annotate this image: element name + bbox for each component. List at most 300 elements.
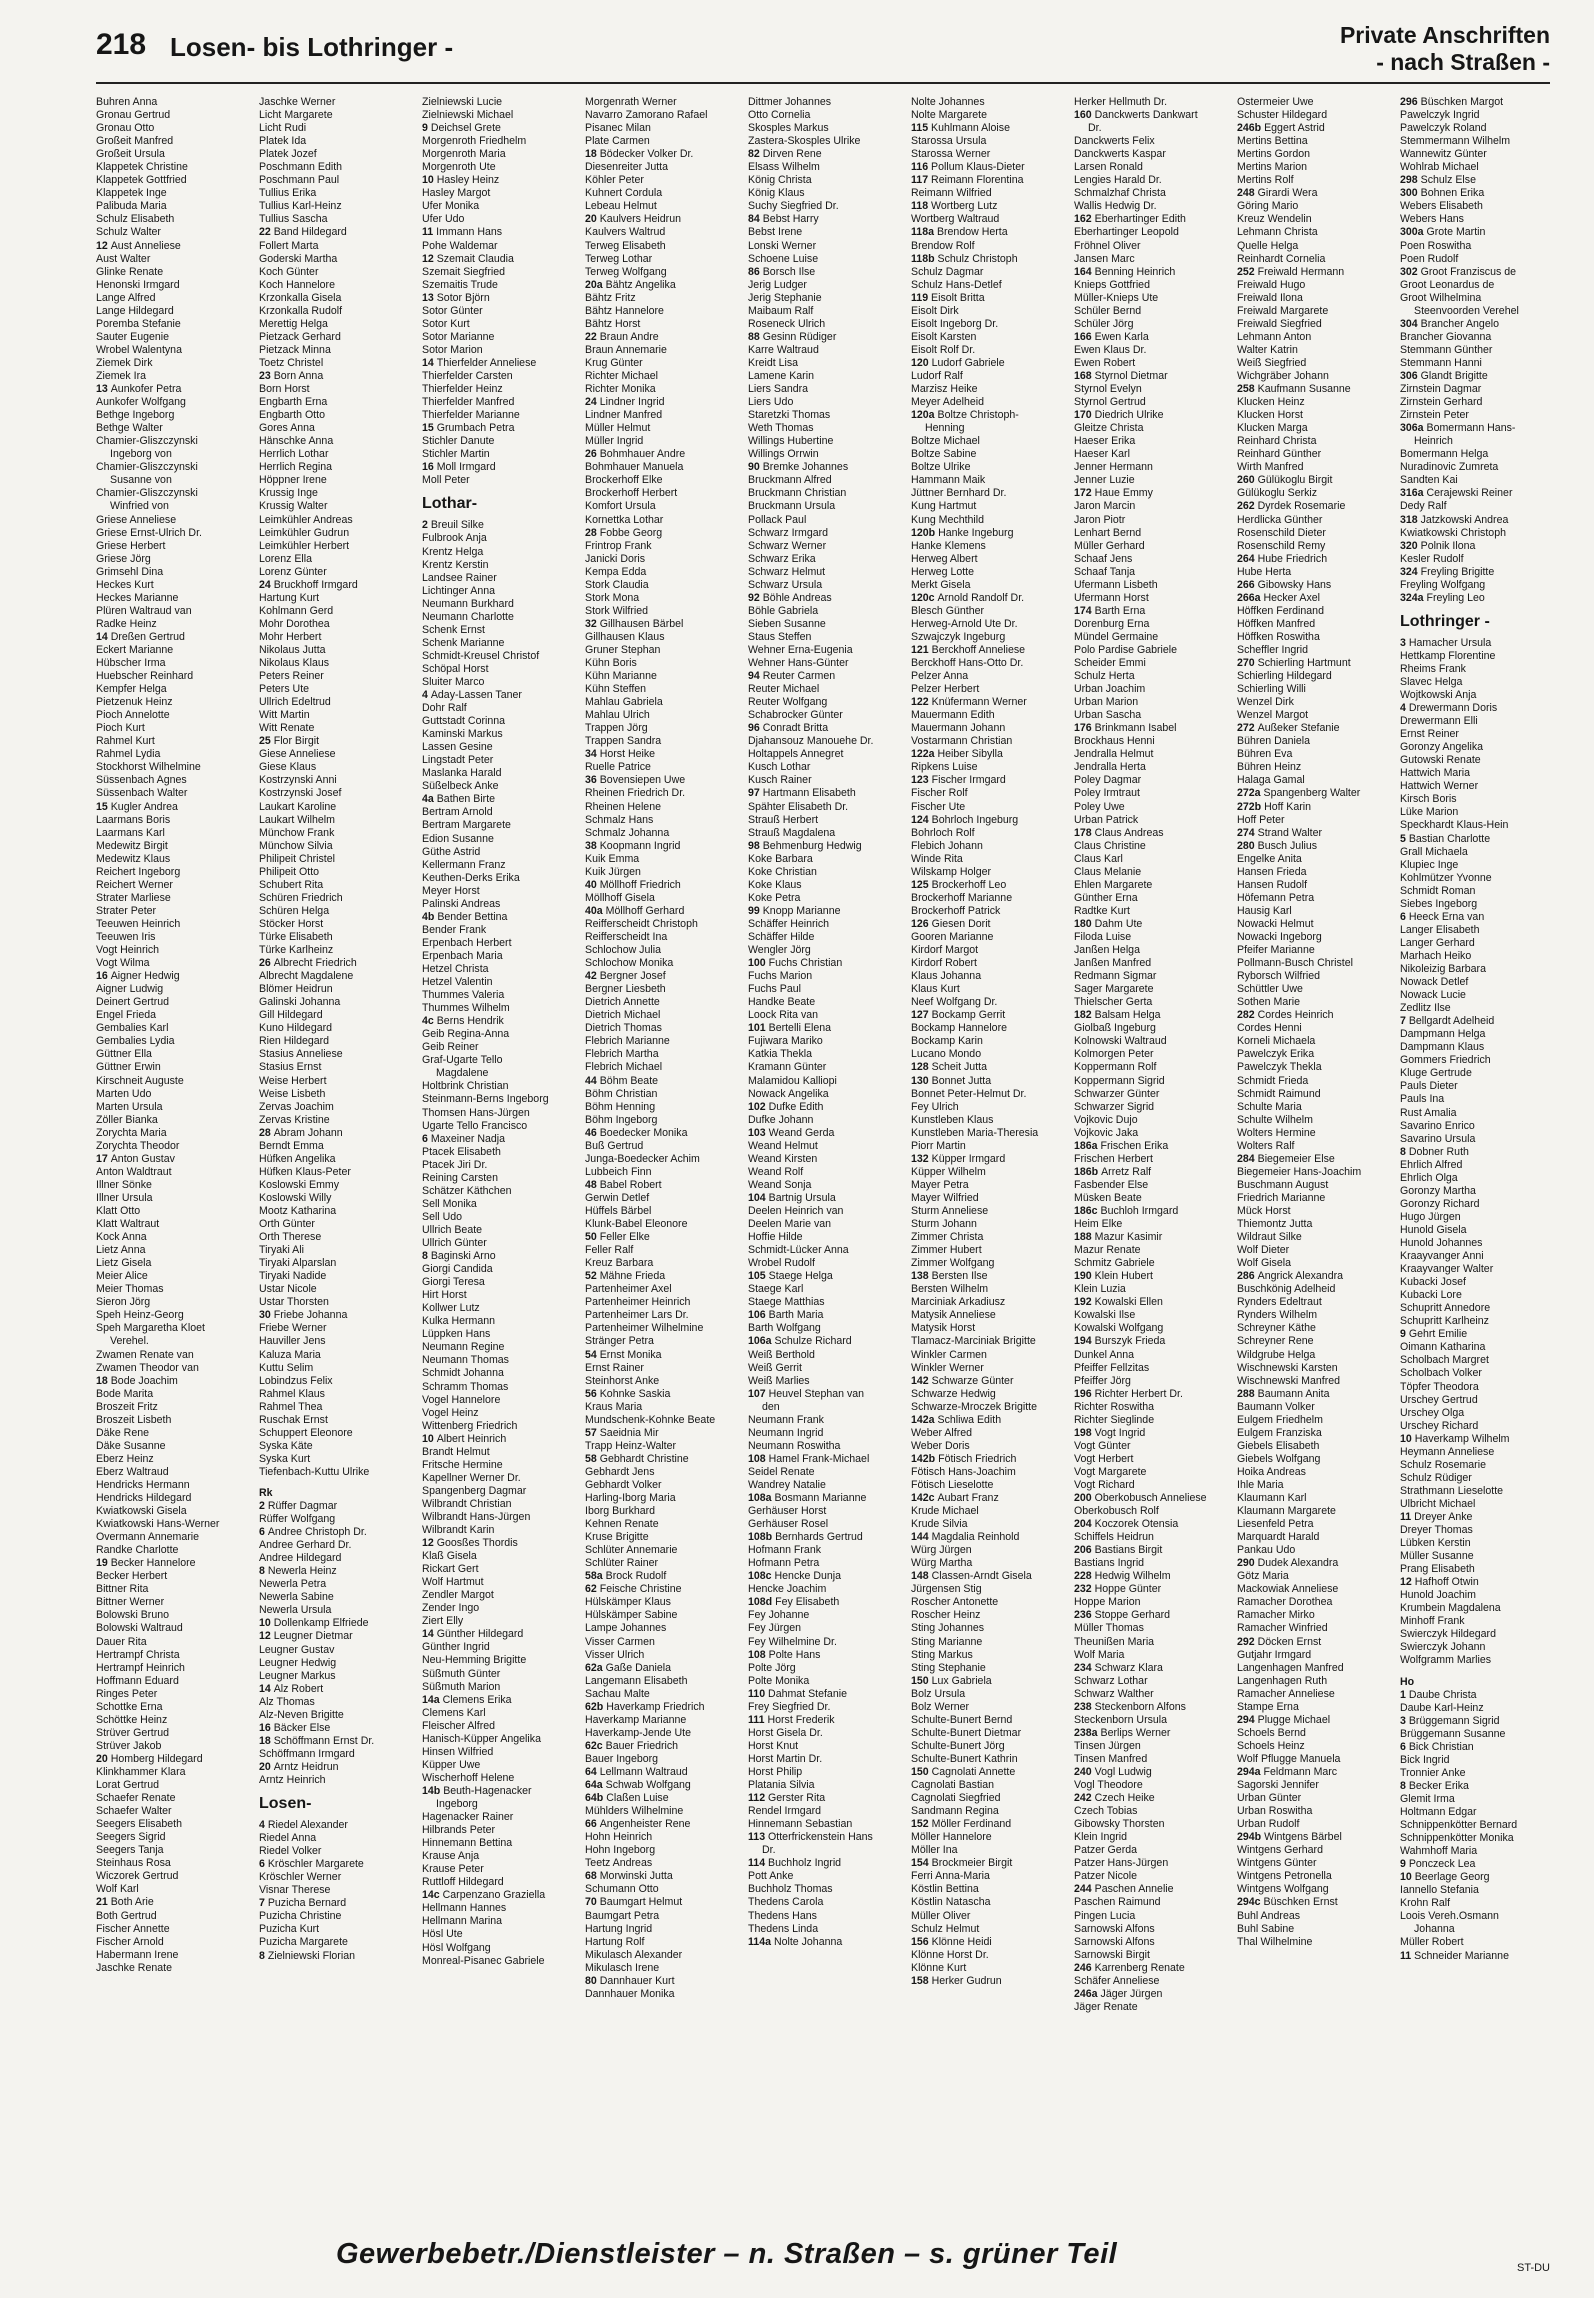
directory-entry bbox=[1237, 1923, 1397, 1936]
directory-entry bbox=[1400, 422, 1550, 435]
directory-column bbox=[1074, 96, 1237, 2226]
directory-entry bbox=[422, 1759, 582, 1772]
resident-name: Dahmat Stefanie bbox=[768, 1687, 847, 1700]
directory-entry bbox=[1074, 461, 1234, 474]
directory-entry bbox=[1237, 1231, 1397, 1244]
directory-entry bbox=[96, 292, 256, 305]
resident-name: Kowalski Wolfgang bbox=[1074, 1322, 1164, 1335]
resident-name: Bastians Birgit bbox=[1094, 1544, 1163, 1557]
resident-name: Ruttloff Hildegard bbox=[422, 1876, 504, 1889]
directory-entry bbox=[1400, 872, 1550, 885]
resident-name: Schupritt Karlheinz bbox=[1400, 1315, 1489, 1328]
directory-entry bbox=[1400, 806, 1550, 819]
resident-name: Kung Mechthild bbox=[911, 513, 985, 526]
resident-name: Wallis Hedwig Dr. bbox=[1074, 200, 1157, 213]
directory-entry bbox=[1400, 1446, 1550, 1459]
resident-name: Klupiec Inge bbox=[1400, 858, 1459, 871]
directory-entry bbox=[259, 461, 419, 474]
resident-name: Richter Roswitha bbox=[1074, 1400, 1155, 1413]
directory-entry bbox=[585, 1375, 745, 1388]
directory-entry bbox=[1074, 1896, 1234, 1909]
directory-entry bbox=[422, 1694, 582, 1707]
resident-name: Moll Irmgard bbox=[436, 461, 496, 474]
resident-name: Fey Elisabeth bbox=[775, 1596, 840, 1609]
resident-name: Pollum Klaus-Dieter bbox=[931, 161, 1025, 174]
resident-name: Nowacki Ingeborg bbox=[1237, 931, 1322, 943]
resident-name: Horst Knut bbox=[748, 1739, 799, 1752]
house-number: 119 bbox=[911, 291, 932, 304]
directory-entry bbox=[585, 422, 745, 435]
resident-name: Krentz Kerstin bbox=[422, 558, 489, 571]
resident-name: Both Gertrud bbox=[96, 1909, 157, 1922]
directory-entry bbox=[1074, 213, 1234, 226]
directory-entry bbox=[422, 200, 582, 213]
resident-name: Berckhoff Anneliese bbox=[931, 643, 1026, 656]
house-number: 192 bbox=[1074, 1296, 1095, 1309]
directory-entry bbox=[1237, 1583, 1397, 1596]
house-number: 26 bbox=[585, 448, 600, 461]
resident-name: Kellermann Franz bbox=[422, 858, 506, 871]
house-number: 22 bbox=[585, 330, 600, 343]
house-number: 288 bbox=[1237, 1387, 1258, 1400]
house-number: 38 bbox=[585, 839, 600, 852]
resident-name: Szemait Siegfried bbox=[422, 265, 506, 278]
resident-name: Thummes Wilhelm bbox=[422, 1002, 510, 1015]
directory-entry bbox=[259, 1075, 419, 1088]
resident-name: Mikulasch Alexander bbox=[585, 1948, 683, 1961]
resident-name: Griese Jörg bbox=[96, 552, 151, 565]
directory-entry bbox=[748, 814, 908, 827]
resident-name: Huebscher Reinhard bbox=[96, 670, 194, 683]
directory-entry bbox=[259, 396, 419, 409]
house-number: 10 bbox=[422, 1432, 437, 1445]
resident-name: Schwarzer Günter bbox=[1074, 1087, 1160, 1100]
directory-entry bbox=[911, 1244, 1071, 1257]
resident-name: Zendler Margot bbox=[422, 1589, 494, 1602]
resident-name: Lübken Kerstin bbox=[1400, 1537, 1471, 1550]
resident-name: Glinke Renate bbox=[96, 265, 164, 278]
directory-entry bbox=[1237, 122, 1397, 135]
directory-entry bbox=[911, 305, 1071, 318]
house-number: 6 bbox=[422, 1132, 431, 1145]
resident-name: Ruelle Patrice bbox=[585, 761, 651, 774]
directory-entry bbox=[911, 1831, 1071, 1844]
resident-name: Wenzel Margot bbox=[1237, 709, 1309, 722]
directory-entry bbox=[96, 722, 256, 735]
house-number: 4c bbox=[422, 1015, 437, 1028]
directory-entry bbox=[422, 611, 582, 624]
resident-name: Hoppe Günter bbox=[1094, 1583, 1162, 1596]
directory-entry bbox=[1237, 1818, 1397, 1831]
directory-entry bbox=[259, 422, 419, 435]
resident-name: Schierling Willi bbox=[1237, 683, 1306, 696]
resident-name: Gülükoglu Birgit bbox=[1257, 474, 1333, 487]
resident-name: Wischnewski Manfred bbox=[1237, 1374, 1341, 1387]
directory-entry bbox=[1074, 1140, 1234, 1153]
resident-name: Langemann Elisabeth bbox=[585, 1674, 688, 1687]
directory-entry bbox=[422, 598, 582, 611]
resident-name: Eberhartinger Edith bbox=[1094, 213, 1186, 226]
resident-name: Ramacher Dorothea bbox=[1237, 1596, 1333, 1609]
resident-name: Kowalski Ellen bbox=[1094, 1296, 1163, 1309]
resident-name: Angrick Alexandra bbox=[1257, 1270, 1344, 1283]
directory-entry bbox=[1237, 1466, 1397, 1479]
resident-name: Hoika Andreas bbox=[1237, 1465, 1306, 1478]
directory-entry bbox=[422, 1772, 582, 1785]
resident-name: Steenvoorden Verehel bbox=[1414, 304, 1519, 317]
directory-entry bbox=[1237, 396, 1397, 409]
directory-entry bbox=[422, 1550, 582, 1563]
resident-name: Marzisz Heike bbox=[911, 383, 978, 396]
directory-entry bbox=[1237, 213, 1397, 226]
directory-entry bbox=[422, 898, 582, 911]
directory-entry bbox=[1074, 1166, 1234, 1179]
resident-name: Fötisch Lieselotte bbox=[911, 1478, 994, 1491]
directory-entry bbox=[259, 253, 419, 266]
directory-entry bbox=[259, 840, 419, 853]
directory-entry bbox=[585, 1166, 745, 1179]
directory-entry bbox=[748, 1257, 908, 1270]
resident-name: Tullius Sascha bbox=[259, 213, 328, 226]
resident-name: Gronau Gertrud bbox=[96, 109, 171, 122]
directory-entry bbox=[422, 1146, 582, 1159]
directory-entry bbox=[748, 305, 908, 318]
resident-name: Ullrich Beate bbox=[422, 1223, 483, 1236]
resident-name: Aubart Franz bbox=[937, 1492, 999, 1505]
resident-name: Freiwald Hugo bbox=[1237, 278, 1306, 291]
directory-entry bbox=[1237, 1283, 1397, 1296]
directory-entry bbox=[911, 1636, 1071, 1649]
directory-entry bbox=[1237, 448, 1397, 461]
directory-entry bbox=[911, 161, 1071, 174]
directory-entry bbox=[1400, 122, 1550, 135]
directory-entry bbox=[96, 1101, 256, 1114]
resident-name: Kruse Brigitte bbox=[585, 1531, 649, 1544]
directory-entry bbox=[1074, 370, 1234, 383]
resident-name: Köhler Peter bbox=[585, 174, 644, 187]
resident-name: Maibaum Ralf bbox=[748, 304, 814, 317]
resident-name: Iborg Burkhard bbox=[585, 1505, 656, 1518]
directory-entry bbox=[1074, 109, 1234, 122]
resident-name: Licht Margarete bbox=[259, 109, 333, 122]
resident-name: Hetzel Valentin bbox=[422, 976, 493, 989]
directory-entry bbox=[585, 292, 745, 305]
resident-name: Brockmeier Birgit bbox=[931, 1857, 1013, 1870]
directory-entry bbox=[1237, 96, 1397, 109]
directory-entry bbox=[585, 1349, 745, 1362]
house-number: 34 bbox=[585, 748, 600, 761]
house-number: 290 bbox=[1237, 1557, 1258, 1570]
resident-name: Horst Heike bbox=[599, 748, 656, 761]
directory-entry bbox=[96, 1727, 256, 1740]
directory-entry bbox=[422, 1524, 582, 1537]
resident-name: Seidel Renate bbox=[748, 1465, 815, 1478]
house-number: 176 bbox=[1074, 722, 1095, 735]
resident-name: Heckes Kurt bbox=[96, 578, 154, 591]
house-number: 142 bbox=[911, 1374, 932, 1387]
directory-entry bbox=[259, 944, 419, 957]
directory-entry bbox=[585, 1505, 745, 1518]
directory-entry bbox=[259, 292, 419, 305]
resident-name: Mahlau Ulrich bbox=[585, 709, 650, 722]
resident-name: Stork Wilfried bbox=[585, 604, 648, 617]
directory-entry bbox=[1074, 1322, 1234, 1335]
directory-entry bbox=[1237, 1388, 1397, 1401]
resident-name: Mertins Bettina bbox=[1237, 135, 1308, 148]
directory-entry bbox=[422, 1041, 582, 1054]
directory-entry bbox=[96, 1857, 256, 1870]
resident-name: Terweg Wolfgang bbox=[585, 265, 667, 278]
resident-name: Quelle Helga bbox=[1237, 239, 1299, 252]
resident-name: Strauß Magdalena bbox=[748, 826, 836, 839]
resident-name: Sotor Kurt bbox=[422, 317, 470, 330]
directory-entry bbox=[259, 1526, 419, 1539]
resident-name: Lampe Johannes bbox=[585, 1622, 667, 1635]
resident-name: Reimann Wilfried bbox=[911, 187, 992, 200]
resident-name: Blömer Heidrun bbox=[259, 983, 333, 996]
directory-entry bbox=[911, 1048, 1071, 1061]
directory-entry bbox=[911, 853, 1071, 866]
resident-name: Herweg-Arnold Ute Dr. bbox=[911, 617, 1018, 630]
house-number: 32 bbox=[585, 617, 600, 630]
house-number: 186c bbox=[1074, 1204, 1101, 1217]
directory-entry bbox=[1074, 1101, 1234, 1114]
directory-entry bbox=[1237, 1179, 1397, 1192]
resident-name: Lange Hildegard bbox=[96, 304, 174, 317]
directory-entry bbox=[1400, 1133, 1550, 1146]
resident-name: Außeker Stefanie bbox=[1257, 722, 1340, 735]
directory-entry bbox=[911, 1949, 1071, 1962]
directory-entry bbox=[911, 396, 1071, 409]
directory-entry bbox=[422, 1498, 582, 1511]
directory-entry bbox=[259, 1819, 419, 1832]
house-number: 318 bbox=[1400, 513, 1421, 526]
house-number: 106a bbox=[748, 1335, 775, 1348]
directory-entry bbox=[585, 1218, 745, 1231]
directory-entry bbox=[1074, 1153, 1234, 1166]
directory-entry bbox=[1074, 344, 1234, 357]
resident-name: Wehner Hans-Günter bbox=[748, 657, 849, 670]
resident-name: Schreyner Käthe bbox=[1237, 1322, 1316, 1335]
house-number: 10 bbox=[422, 174, 437, 187]
directory-entry bbox=[1400, 728, 1550, 741]
house-number: 188 bbox=[1074, 1231, 1095, 1244]
directory-entry bbox=[748, 1622, 908, 1635]
resident-name: Däke Rene bbox=[96, 1426, 149, 1439]
resident-name: Bühren Eva bbox=[1237, 748, 1293, 761]
resident-name: Schwarz Werner bbox=[748, 539, 827, 552]
resident-name: Gores Anna bbox=[259, 422, 315, 435]
house-number: 144 bbox=[911, 1531, 932, 1544]
resident-name: Kesler Rudolf bbox=[1400, 552, 1464, 565]
resident-name: Trapp Heinz-Walter bbox=[585, 1439, 677, 1452]
resident-name: Hamacher Ursula bbox=[1408, 636, 1492, 649]
directory-entry bbox=[422, 1576, 582, 1589]
house-number: 6 bbox=[259, 1526, 268, 1539]
directory-entry bbox=[1400, 767, 1550, 780]
resident-name: Gutowski Renate bbox=[1400, 754, 1481, 767]
directory-entry bbox=[96, 1309, 256, 1322]
resident-name: Marhach Heiko bbox=[1400, 949, 1472, 962]
directory-entry bbox=[748, 200, 908, 213]
directory-entry bbox=[1400, 174, 1550, 187]
directory-entry bbox=[422, 885, 582, 898]
directory-column bbox=[422, 96, 585, 2226]
resident-name: Krug Günter bbox=[585, 356, 643, 369]
resident-name: Klaß Gisela bbox=[422, 1550, 477, 1563]
resident-name: Winkler Werner bbox=[911, 1361, 984, 1374]
resident-name: Oberkobusch Anneliese bbox=[1094, 1492, 1207, 1505]
resident-name: Wolf Dieter bbox=[1237, 1244, 1290, 1257]
resident-name: Vostarmann Christian bbox=[911, 735, 1013, 748]
resident-name: Rickart Gert bbox=[422, 1563, 479, 1576]
directory-entry bbox=[748, 1035, 908, 1048]
directory-entry bbox=[1400, 1754, 1550, 1767]
directory-entry bbox=[259, 187, 419, 200]
resident-name: Dunkel Anna bbox=[1074, 1348, 1135, 1361]
directory-entry bbox=[585, 540, 745, 553]
directory-entry bbox=[1237, 1322, 1397, 1335]
directory-entry bbox=[259, 866, 419, 879]
house-number: 120b bbox=[911, 526, 939, 539]
directory-entry bbox=[1074, 1557, 1234, 1570]
resident-name: Schaaf Jens bbox=[1074, 552, 1133, 565]
resident-name: Dorenburg Erna bbox=[1074, 617, 1150, 630]
resident-name: Rahmel Thea bbox=[259, 1400, 323, 1413]
directory-entry bbox=[259, 96, 419, 109]
resident-name: Newerla Sabine bbox=[259, 1591, 334, 1604]
resident-name: Mikulasch Irene bbox=[585, 1961, 660, 1974]
resident-name: Knieps Gottfried bbox=[1074, 278, 1150, 291]
resident-name: Ziemek Dirk bbox=[96, 356, 153, 369]
directory-entry bbox=[585, 1701, 745, 1714]
directory-entry bbox=[1400, 487, 1550, 500]
resident-name: Klaumann Margarete bbox=[1237, 1505, 1336, 1518]
resident-name: Heiber Sibylla bbox=[937, 748, 1003, 761]
resident-name: Clemens Erika bbox=[442, 1693, 512, 1706]
resident-name: Mertins Marion bbox=[1237, 161, 1308, 174]
directory-entry bbox=[585, 1088, 745, 1101]
directory-entry bbox=[1400, 1563, 1550, 1576]
directory-entry bbox=[911, 944, 1071, 957]
house-number: 26 bbox=[259, 957, 274, 970]
directory-entry bbox=[259, 1153, 419, 1166]
directory-entry bbox=[422, 585, 582, 598]
directory-entry bbox=[1074, 605, 1234, 618]
resident-name: Vogt Herbert bbox=[1074, 1452, 1134, 1465]
resident-name: Bender Bettina bbox=[437, 910, 508, 923]
resident-name: Vogt Margarete bbox=[1074, 1465, 1147, 1478]
resident-name: Homberg Hildegard bbox=[110, 1752, 203, 1765]
resident-name: Bomermann Hans- bbox=[1426, 422, 1516, 435]
directory-entry bbox=[748, 1740, 908, 1753]
resident-name: Becker Erika bbox=[1408, 1779, 1469, 1792]
directory-entry bbox=[1400, 663, 1550, 676]
resident-name: Boltze Michael bbox=[911, 435, 980, 448]
resident-name: Lux Gabriela bbox=[931, 1674, 992, 1687]
directory-entry bbox=[911, 1022, 1071, 1035]
house-number: 127 bbox=[911, 1009, 932, 1022]
directory-entry bbox=[911, 1414, 1071, 1427]
directory-entry bbox=[748, 1688, 908, 1701]
resident-name: Holtmann Edgar bbox=[1400, 1806, 1477, 1818]
directory-entry bbox=[748, 448, 908, 461]
resident-name: Meier Thomas bbox=[96, 1283, 164, 1296]
resident-name: Pioch Kurt bbox=[96, 722, 145, 735]
resident-name: Partenheimer Lars Dr. bbox=[585, 1309, 689, 1322]
resident-name: Richter Sieglinde bbox=[1074, 1413, 1155, 1426]
directory-entry bbox=[911, 1896, 1071, 1909]
resident-name: Kollwer Lutz bbox=[422, 1302, 480, 1315]
house-number: 272a bbox=[1237, 787, 1264, 800]
directory-entry bbox=[585, 1675, 745, 1688]
directory-entry bbox=[422, 1902, 582, 1915]
house-number: 14 bbox=[422, 1628, 437, 1641]
resident-name: Klaus Johanna bbox=[911, 970, 982, 983]
resident-name: Born Anna bbox=[273, 369, 324, 382]
directory-entry bbox=[1074, 1401, 1234, 1414]
resident-name: Möller Ferdinand bbox=[931, 1818, 1012, 1831]
house-number: 1 bbox=[1400, 1688, 1409, 1701]
directory-entry bbox=[911, 540, 1071, 553]
house-number: 248 bbox=[1237, 187, 1258, 200]
resident-name: Krohn Ralf bbox=[1400, 1897, 1451, 1910]
resident-name: Jendralla Herta bbox=[1074, 761, 1146, 774]
directory-entry bbox=[1237, 761, 1397, 774]
directory-entry bbox=[422, 624, 582, 637]
resident-name: Bruckmann Ursula bbox=[748, 500, 836, 513]
resident-name: Halaga Gamal bbox=[1237, 774, 1305, 787]
directory-entry bbox=[1237, 422, 1397, 435]
directory-entry bbox=[96, 1766, 256, 1779]
resident-name: Gibowsky Thorsten bbox=[1074, 1818, 1165, 1831]
directory-entry bbox=[422, 1459, 582, 1472]
directory-entry bbox=[422, 1015, 582, 1028]
directory-entry bbox=[1074, 618, 1234, 631]
directory-entry bbox=[96, 1596, 256, 1609]
resident-name: Rahmel Kurt bbox=[96, 735, 155, 748]
resident-name: Eisolt Rolf Dr. bbox=[911, 343, 976, 356]
resident-name: Hencke Joachim bbox=[748, 1583, 827, 1596]
resident-name: Palibuda Maria bbox=[96, 200, 167, 213]
directory-entry bbox=[1400, 1041, 1550, 1054]
resident-name: Dohr Ralf bbox=[422, 702, 467, 715]
resident-name: Buchholz Ingrid bbox=[768, 1857, 842, 1870]
directory-entry bbox=[748, 892, 908, 905]
directory-entry bbox=[585, 344, 745, 357]
resident-name: Radke Heinz bbox=[96, 617, 157, 630]
resident-name: Kirdorf Margot bbox=[911, 944, 979, 957]
resident-name: Patzer Nicole bbox=[1074, 1870, 1137, 1883]
resident-name: Dobner Ruth bbox=[1408, 1145, 1469, 1158]
house-number: 206 bbox=[1074, 1544, 1095, 1557]
resident-name: Strathmann Lieselotte bbox=[1400, 1484, 1504, 1497]
resident-name: Bühren Daniela bbox=[1237, 735, 1311, 748]
resident-name: Kaulvers Heidrun bbox=[599, 213, 681, 226]
house-number: 102 bbox=[748, 1100, 769, 1113]
directory-entry bbox=[911, 827, 1071, 840]
resident-name: Hansen Frieda bbox=[1237, 865, 1307, 878]
directory-entry bbox=[748, 1322, 908, 1335]
directory-entry bbox=[911, 1075, 1071, 1088]
resident-name: Rien Hildegard bbox=[259, 1035, 330, 1048]
directory-entry bbox=[1400, 754, 1550, 767]
resident-name: Ihle Maria bbox=[1237, 1478, 1284, 1491]
directory-entry bbox=[422, 187, 582, 200]
directory-entry bbox=[96, 592, 256, 605]
resident-name: Süßmuth Marion bbox=[422, 1680, 501, 1693]
directory-entry bbox=[422, 213, 582, 226]
